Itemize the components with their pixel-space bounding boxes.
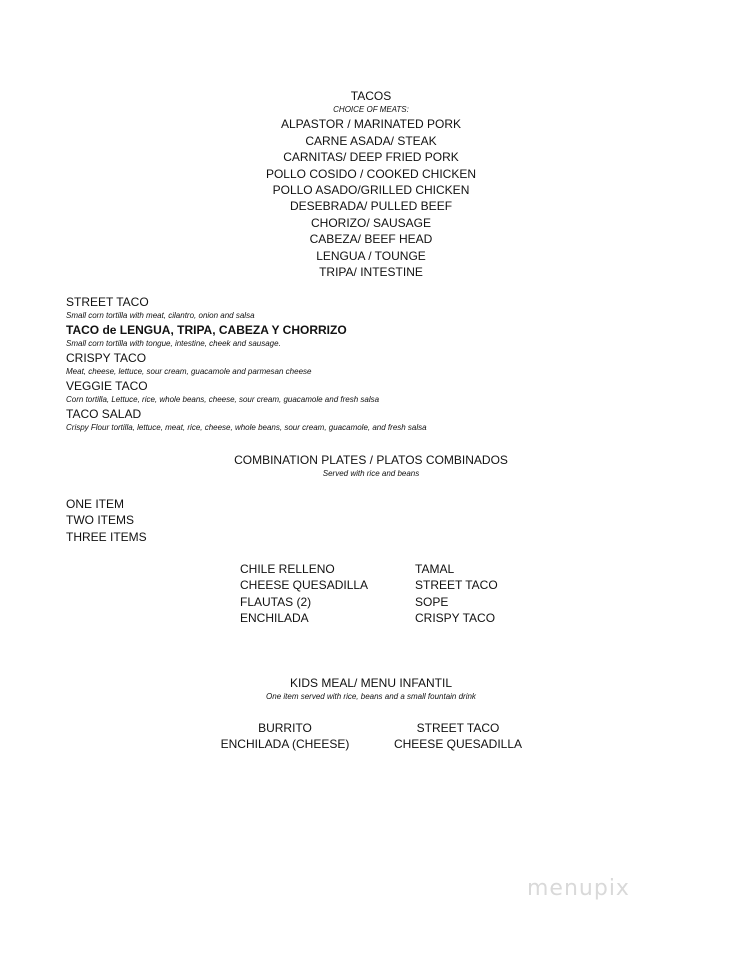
combination-option: CHEESE QUESADILLA	[240, 578, 369, 593]
taco-items	[66, 295, 427, 435]
meat-item: CABEZA/ BEEF HEAD	[309, 232, 433, 247]
meat-item: POLLO COSIDO / COOKED CHICKEN	[265, 166, 477, 181]
menu-item	[66, 379, 427, 407]
item-description: Small corn tortilla with meat, cilantro, onion and salsa	[66, 311, 255, 320]
meat-item: LENGUA / TOUNGE	[316, 248, 426, 263]
menu-item	[66, 351, 427, 379]
item-name: STREET TACO	[66, 295, 149, 309]
meat-item: CARNITAS/ DEEP FRIED PORK	[283, 150, 459, 165]
menu-item	[66, 295, 427, 323]
menu-item	[66, 323, 427, 351]
combination-header	[0, 452, 742, 479]
item-name: CRISPY TACO	[66, 351, 147, 365]
item-count: ONE ITEM	[66, 497, 125, 511]
combination-option: TAMAL	[415, 562, 455, 576]
item-description: Crispy Flour tortilla, lettuce, meat, rice, cheese, whole beans, sour cream, guacamole, and fresh salsa	[66, 423, 427, 432]
menupix-watermark: menupix	[527, 876, 630, 901]
kids-subtitle: One item served with rice, beans and a small fountain drink	[266, 692, 476, 702]
kids-option: STREET TACO	[416, 721, 500, 735]
kids-header	[0, 675, 742, 702]
tacos-section	[0, 88, 742, 280]
item-count: THREE ITEMS	[66, 529, 147, 544]
item-name: TACO SALAD	[66, 407, 142, 421]
kids-option: CHEESE QUESADILLA	[393, 737, 523, 752]
combination-option: ENCHILADA	[240, 610, 309, 625]
combination-option: CHILE RELLENO	[240, 562, 335, 576]
item-description: Meat, cheese, lettuce, sour cream, guacamole and parmesan cheese	[66, 367, 312, 376]
kids-options-right	[373, 720, 543, 753]
meat-item: CHORIZO/ SAUSAGE	[310, 215, 432, 230]
item-count: TWO ITEMS	[66, 513, 134, 528]
meat-item: TRIPA/ INTESTINE	[319, 265, 423, 280]
combination-option: STREET TACO	[415, 578, 498, 593]
tacos-title: TACOS	[350, 89, 392, 103]
kids-options-left	[200, 720, 370, 753]
meat-item: CARNE ASADA/ STEAK	[305, 133, 437, 148]
combination-title: COMBINATION PLATES / PLATOS COMBINADOS	[234, 453, 508, 467]
tacos-subtitle: CHOICE OF MEATS:	[333, 105, 409, 115]
combination-subtitle: Served with rice and beans	[322, 469, 420, 479]
item-name: TACO de LENGUA, TRIPA, CABEZA Y CHORRIZO	[66, 323, 347, 337]
menu-item	[66, 407, 427, 435]
combination-options-right	[415, 561, 498, 626]
combination-options-left	[240, 561, 368, 626]
meat-list	[0, 116, 742, 280]
meat-item: POLLO ASADO/GRILLED CHICKEN	[272, 183, 470, 198]
kids-option: BURRITO	[258, 721, 312, 735]
combination-option: FLAUTAS (2)	[240, 594, 312, 609]
combination-option: CRISPY TACO	[415, 610, 496, 625]
meat-item: ALPASTOR / MARINATED PORK	[280, 117, 462, 132]
meat-item: DESEBRADA/ PULLED BEEF	[289, 199, 453, 214]
item-description: Small corn tortilla with tongue, intestine, cheek and sausage.	[66, 339, 281, 348]
item-count-list	[66, 496, 147, 545]
kids-title: KIDS MEAL/ MENU INFANTIL	[289, 676, 453, 690]
kids-option: ENCHILADA (CHEESE)	[220, 737, 350, 752]
combination-option: SOPE	[415, 594, 449, 609]
item-description: Corn tortilla, Lettuce, rice, whole beans, cheese, sour cream, guacamole and fresh salsa	[66, 395, 380, 404]
item-name: VEGGIE TACO	[66, 379, 148, 393]
